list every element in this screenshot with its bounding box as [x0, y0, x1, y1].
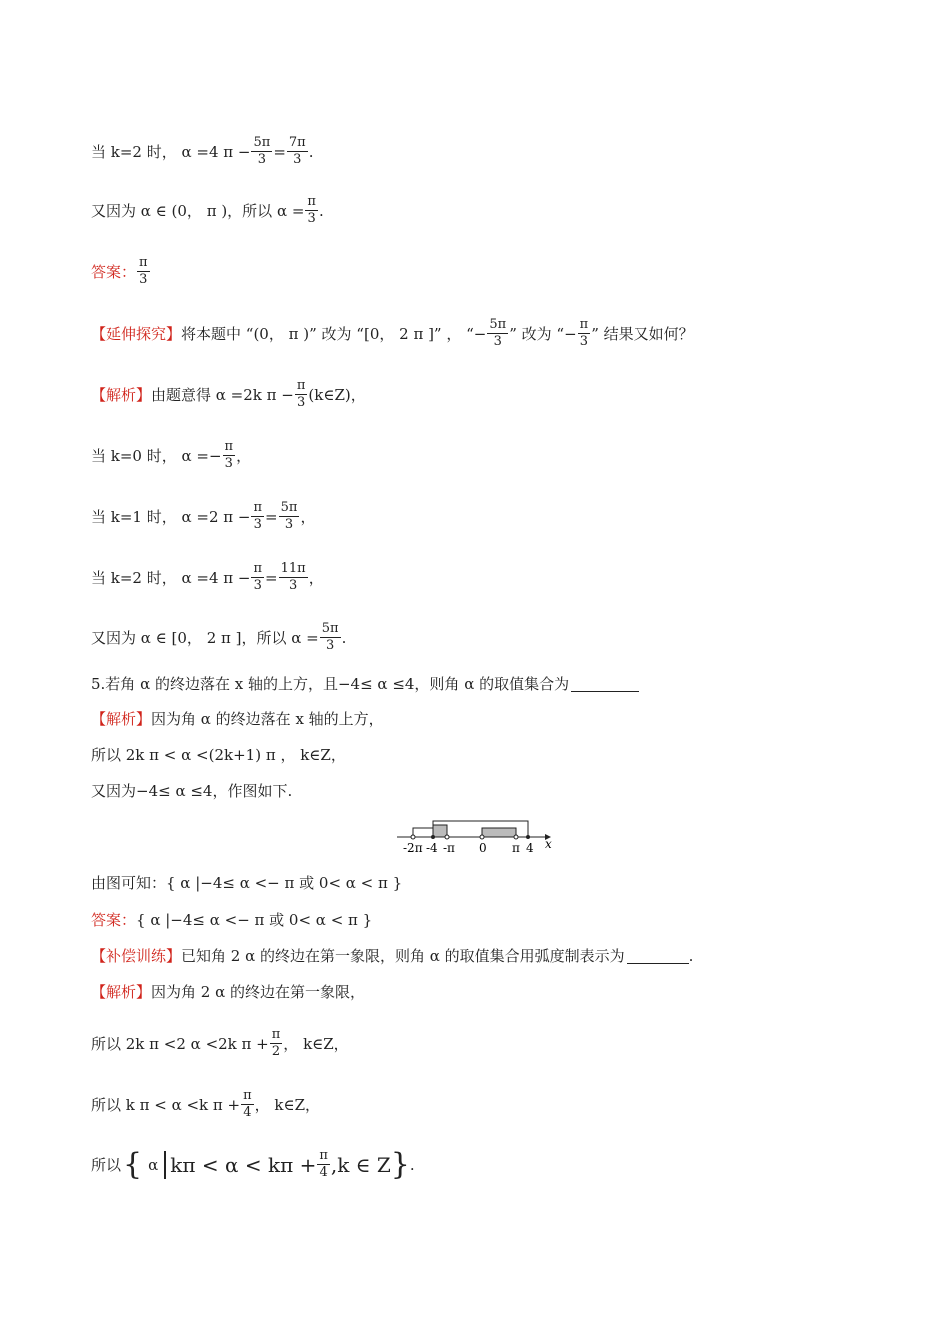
left-brace: { — [123, 1146, 143, 1182]
text: 由图可知：{ α |−4≤ α <− π 或 0< α < π } — [91, 874, 403, 892]
axis-label: x — [545, 837, 552, 851]
text: . — [409, 1155, 415, 1174]
text: ” 结果又如何？ — [591, 324, 694, 343]
text: ” 改为 “− — [509, 324, 577, 343]
fraction: $\frac{\pi}{3}$ — [253, 500, 263, 532]
text: 当 k=0 时， α =− — [91, 446, 222, 465]
solution-6 — [91, 982, 365, 1002]
text: . — [341, 628, 347, 647]
line-k0 — [91, 439, 251, 472]
shaded-interval-left — [433, 825, 447, 837]
text: . — [688, 947, 694, 965]
answer-label: 答案： — [91, 262, 137, 281]
solution-5 — [91, 709, 384, 729]
text: 所以 k π < α <k π + — [91, 1095, 241, 1114]
text: = — [265, 568, 278, 587]
fraction: $\frac{\pi}{3}$ — [307, 194, 316, 226]
number-line-figure — [395, 815, 560, 857]
solution-5-line-c — [91, 873, 402, 893]
text: 因为角 α 的终边落在 x 轴的上方， — [151, 710, 384, 728]
text: ， — [300, 507, 316, 526]
tick-point — [431, 835, 435, 839]
tick-label: -2π — [403, 841, 423, 855]
text: 当 k=2 时， α =4 π − — [91, 568, 251, 587]
tick-point — [526, 835, 530, 839]
tick-label: π — [512, 841, 520, 855]
solution-6-line-c — [91, 1148, 415, 1181]
fraction: $\frac{\pi}{3}$ — [296, 378, 306, 410]
section-tag: 【补偿训练】 — [91, 947, 182, 965]
fraction: $\frac{5\pi}{3}$ — [280, 500, 298, 532]
text: = — [273, 142, 286, 161]
section-tag: 【解析】 — [91, 710, 152, 728]
tick-point — [514, 835, 518, 839]
text: ， — [308, 568, 324, 587]
solution-6-line-a — [91, 1027, 349, 1060]
answer-blank — [571, 677, 639, 692]
tick-label: 4 — [526, 841, 534, 855]
text: ， — [236, 446, 252, 465]
section-tag: 【解析】 — [91, 983, 152, 1001]
fraction: $\frac{\pi}{3}$ — [139, 255, 148, 287]
text: 已知角 2 α 的终边在第一象限，则角 α 的取值集合用弧度制表示为 — [181, 947, 625, 965]
fraction: $\frac{5\pi}{3}$ — [321, 621, 339, 653]
text: kπ < α < kπ + — [170, 1152, 317, 1177]
answer-1 — [91, 255, 151, 288]
text: 因为角 2 α 的终边在第一象限， — [151, 983, 365, 1001]
text: 当 k=1 时， α =2 π − — [91, 507, 251, 526]
tick-point — [480, 835, 484, 839]
text: 所以 2k π < α <(2k+1) π ， k∈Z， — [91, 746, 346, 764]
compensation-training — [91, 946, 693, 966]
question-text: 5.若角 α 的终边落在 x 轴的上方，且−4≤ α ≤4，则角 α 的取值集合为 — [91, 675, 570, 693]
text: 所以 — [91, 1155, 122, 1174]
fraction: $\frac{7\pi}{3}$ — [288, 135, 306, 167]
tick-label: -π — [443, 841, 455, 855]
line-conclusion-1 — [91, 194, 324, 227]
text: ,k ∈ Z — [330, 1152, 391, 1177]
extension-question — [91, 317, 694, 350]
line-k2-first — [91, 135, 314, 168]
text: = — [265, 507, 278, 526]
solution-1 — [91, 378, 366, 411]
solution-6-line-b — [91, 1088, 320, 1121]
text: (k∈Z)， — [308, 385, 366, 404]
solution-5-line-a — [91, 745, 346, 765]
section-tag: 【解析】 — [91, 385, 152, 404]
line-conclusion-2 — [91, 621, 346, 654]
bracket-lower — [413, 828, 433, 837]
set-bar — [164, 1151, 166, 1179]
fraction: $\frac{11\pi}{3}$ — [280, 561, 306, 593]
line-k2-second — [91, 561, 324, 594]
answer-label: 答案： — [91, 911, 137, 929]
text: ， k∈Z， — [283, 1034, 349, 1053]
text: ， k∈Z， — [254, 1095, 321, 1114]
fraction: $\frac{\pi}{3}$ — [253, 561, 263, 593]
text: 又因为 α ∈ (0， π )，所以 α = — [91, 201, 305, 220]
line-k1 — [91, 500, 315, 533]
answer-5 — [91, 910, 372, 930]
fraction: $\frac{\pi}{4}$ — [319, 1148, 328, 1180]
tick-point — [411, 835, 415, 839]
fraction: $\frac{\pi}{3}$ — [579, 317, 589, 349]
text: { α |−4≤ α <− π 或 0< α < π } — [136, 911, 373, 929]
solution-5-line-b — [91, 781, 292, 801]
fraction: $\frac{\pi}{3}$ — [224, 439, 234, 471]
text: 所以 2k π <2 α <2k π + — [91, 1034, 269, 1053]
text: 又因为−4≤ α ≤4，作图如下. — [91, 782, 293, 800]
text: 当 k=2 时， α =4 π − — [91, 142, 251, 161]
shaded-interval-right — [482, 828, 516, 837]
text: 又因为 α ∈ [0， 2 π ]，所以 α = — [91, 628, 319, 647]
tick-label: -4 — [426, 841, 438, 855]
text: . — [318, 201, 324, 220]
text: . — [308, 142, 314, 161]
tick-point — [445, 835, 449, 839]
text: 将本题中 “(0， π )” 改为 “[0， 2 π ]” ， “− — [181, 324, 487, 343]
tick-label: 0 — [479, 841, 487, 855]
fraction: $\frac{5\pi}{3}$ — [253, 135, 271, 167]
answer-blank — [627, 949, 689, 964]
question-5 — [91, 674, 639, 694]
right-brace: } — [390, 1146, 410, 1182]
fraction: $\frac{5\pi}{3}$ — [489, 317, 507, 349]
fraction: $\frac{\pi}{4}$ — [243, 1088, 252, 1120]
section-tag: 【延伸探究】 — [91, 324, 182, 343]
text: 由题意得 α =2k π − — [151, 385, 294, 404]
fraction: $\frac{\pi}{2}$ — [271, 1027, 281, 1059]
text: α — [148, 1155, 159, 1174]
